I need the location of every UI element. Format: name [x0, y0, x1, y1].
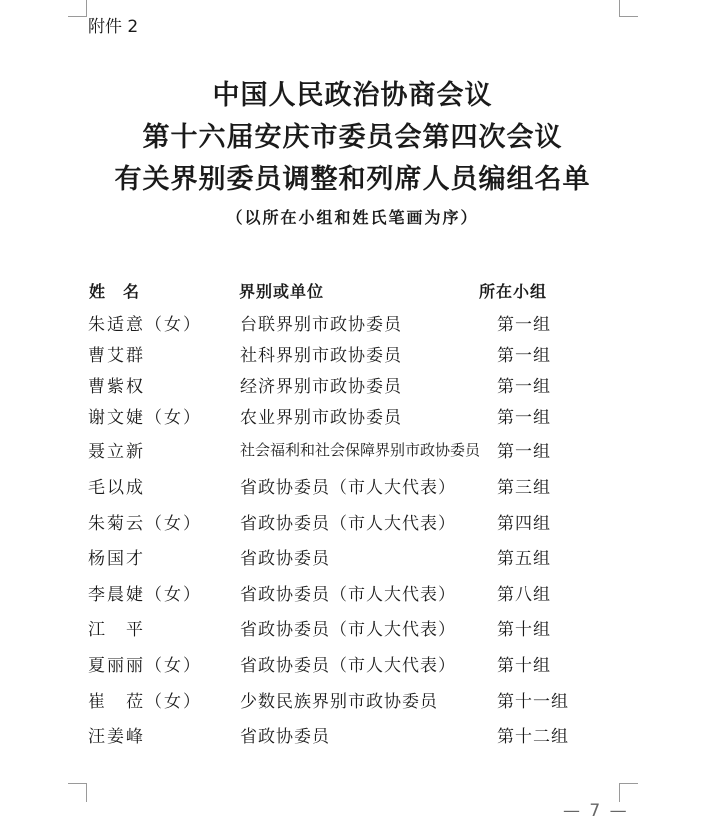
member-unit: 省政协委员（市人大代表）: [240, 514, 456, 534]
member-name: 崔 莅（女）: [88, 692, 202, 712]
member-unit: 少数民族界别市政协委员: [240, 692, 438, 712]
member-name: 谢文婕（女）: [88, 408, 202, 428]
page-number: — 7 —: [563, 801, 629, 821]
table-row: [0, 651, 705, 681]
column-header-name: 姓名: [89, 282, 158, 301]
member-name: 朱适意（女）: [88, 315, 202, 335]
member-group: 第一组: [497, 442, 551, 462]
column-header-group: 所在小组: [479, 282, 548, 301]
table-row: [0, 310, 705, 340]
member-group: 第十二组: [497, 727, 569, 747]
member-unit: 省政协委员（市人大代表）: [240, 620, 456, 640]
member-unit: 台联界别市政协委员: [240, 315, 402, 335]
member-unit: 省政协委员（市人大代表）: [240, 478, 456, 498]
member-group: 第三组: [497, 478, 551, 498]
member-unit: 经济界别市政协委员: [240, 377, 402, 397]
column-header-unit: 界别或单位: [239, 282, 325, 301]
member-group: 第十组: [497, 620, 551, 640]
title-line-1: 中国人民政治协商会议: [212, 80, 493, 111]
member-group: 第一组: [497, 408, 551, 428]
member-name: 曹艾群: [88, 346, 145, 366]
table-row: [0, 403, 705, 433]
table-row: [0, 372, 705, 402]
member-unit: 省政协委员: [240, 727, 330, 747]
crop-mark-bottom-left: [68, 783, 87, 802]
member-unit: 省政协委员（市人大代表）: [240, 656, 456, 676]
member-name: 李晨婕（女）: [88, 585, 202, 605]
table-row: [0, 687, 705, 717]
member-name: 曹紫权: [88, 377, 145, 397]
member-unit: 省政协委员: [240, 549, 330, 569]
member-group: 第四组: [497, 514, 551, 534]
crop-mark-bottom-right: [619, 783, 638, 802]
member-name: 毛以成: [88, 478, 145, 498]
member-group: 第一组: [497, 346, 551, 366]
table-row: [0, 615, 705, 645]
member-group: 第五组: [497, 549, 551, 569]
member-group: 第十一组: [497, 692, 569, 712]
member-name: 汪姜峰: [88, 727, 145, 747]
member-unit: 省政协委员（市人大代表）: [240, 585, 456, 605]
member-name: 朱菊云（女）: [88, 514, 202, 534]
member-unit: 社会福利和社会保障界别市政协委员: [240, 441, 481, 459]
table-row: [0, 437, 705, 467]
member-name: 江 平: [88, 620, 145, 640]
title-line-2: 第十六届安庆市委员会第四次会议: [142, 122, 563, 153]
table-row: [0, 341, 705, 371]
member-group: 第十组: [497, 656, 551, 676]
table-row: [0, 722, 705, 752]
table-row: [0, 544, 705, 574]
member-unit: 农业界别市政协委员: [240, 408, 402, 428]
member-group: 第一组: [497, 315, 551, 335]
crop-mark-top-right: [619, 0, 638, 17]
table-row: [0, 509, 705, 539]
table-row: [0, 580, 705, 610]
attachment-label: 附件 2: [88, 17, 139, 37]
member-unit: 社科界别市政协委员: [240, 346, 402, 366]
title-line-3: 有关界别委员调整和列席人员编组名单: [114, 164, 591, 195]
member-group: 第一组: [497, 377, 551, 397]
member-name: 杨国才: [88, 549, 145, 569]
member-name: 夏丽丽（女）: [88, 656, 202, 676]
member-name: 聂立新: [88, 442, 145, 462]
table-row: [0, 473, 705, 503]
crop-mark-top-left: [68, 0, 87, 17]
subtitle: （以所在小组和姓氏笔画为序）: [226, 208, 479, 227]
member-group: 第八组: [497, 585, 551, 605]
